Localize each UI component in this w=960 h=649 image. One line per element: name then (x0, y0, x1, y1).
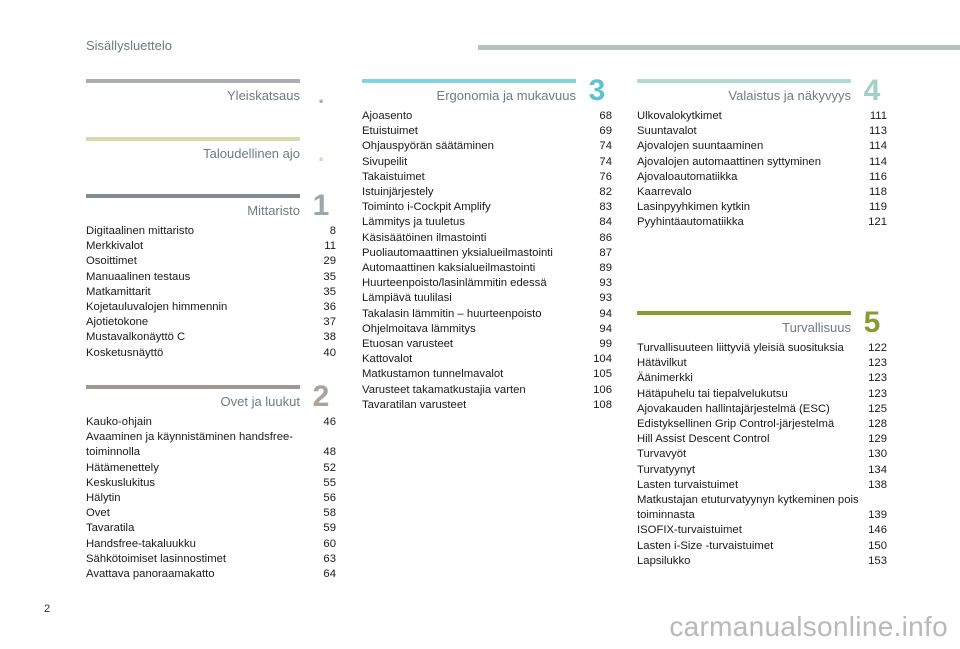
toc-entry-page: 46 (323, 416, 336, 428)
section-bar (86, 385, 300, 389)
toc-entry-page: 130 (868, 448, 887, 461)
toc-entry[interactable] (362, 231, 612, 246)
toc-entry-page: 150 (868, 539, 887, 552)
toc-entry-page: 35 (323, 285, 336, 298)
toc-entry-label: Ajovalojen automaattinen syttyminen (637, 155, 821, 168)
toc-entry-label: Avaaminen ja käynnistäminen handsfree-toiminnolla (86, 431, 294, 459)
toc-entry-label: Lapsilukko (637, 554, 691, 567)
section-mittaristo (86, 189, 336, 359)
toc-entry-page: 129 (868, 433, 887, 446)
toc-list (86, 415, 336, 582)
toc-entry-page: 8 (329, 225, 336, 237)
toc-entry[interactable] (637, 341, 887, 356)
toc-entry-label: Kattovalot (362, 353, 413, 366)
toc-entry[interactable] (637, 417, 887, 432)
toc-entry-page: 128 (868, 418, 887, 431)
toc-entry-page: 93 (599, 277, 612, 290)
toc-entry[interactable] (362, 109, 612, 124)
section-number: . (317, 83, 325, 108)
toc-entry-label: Hill Assist Descent Control (637, 433, 770, 446)
toc-entry-page: 123 (868, 357, 887, 370)
toc-entry[interactable] (86, 330, 336, 345)
toc-entry-page: 60 (323, 537, 336, 550)
toc-entry-page: 99 (599, 338, 612, 351)
toc-entry-page: 68 (599, 110, 612, 122)
toc-entry-label: Lasten i-Size -turvaistuimet (637, 539, 774, 552)
toc-entry[interactable] (86, 346, 336, 361)
toc-entry[interactable] (86, 254, 336, 269)
toc-entry-page: 122 (868, 342, 887, 354)
toc-entry[interactable] (86, 491, 336, 506)
toc-entry-label: Ajovalojen suuntaaminen (637, 140, 764, 153)
toc-entry-label: Hälytin (86, 492, 121, 505)
section-title: Ovet ja luukut (220, 394, 300, 409)
toc-entry-page: 93 (599, 292, 612, 305)
toc-entry-label: Matkustamon tunnelmavalot (362, 368, 504, 381)
toc-entry-label: Pyyhintäautomatiikka (637, 216, 744, 229)
toc-list (637, 341, 887, 569)
toc-entry[interactable] (637, 139, 887, 154)
toc-entry-label: Keskuslukitus (86, 476, 156, 489)
toc-entry[interactable] (86, 430, 336, 460)
toc-entry[interactable] (86, 415, 336, 430)
toc-entry-label: Lämpiävä tuulilasi (362, 292, 452, 305)
toc-entry-label: Varusteet takamatkustajia varten (362, 383, 526, 396)
toc-entry-page: 118 (868, 186, 887, 199)
toc-entry-label: Handsfree-takaluukku (86, 537, 196, 550)
toc-entry[interactable] (362, 398, 612, 413)
page-number: 2 (44, 603, 51, 615)
section-bar (86, 137, 300, 141)
toc-entry[interactable] (362, 139, 612, 154)
toc-entry-label: Avattava panoraamakatto (86, 568, 215, 581)
toc-entry[interactable] (637, 478, 887, 493)
section-number: 4 (863, 74, 881, 107)
toc-entry-page: 119 (868, 201, 887, 214)
toc-entry-label: Kosketusnäyttö (86, 346, 164, 359)
toc-entry-label: Ohjelmoitava lämmitys (362, 322, 476, 335)
toc-entry-page: 11 (324, 240, 336, 253)
toc-entry-page: 86 (599, 231, 612, 244)
section-title: Mittaristo (247, 203, 300, 218)
toc-entry[interactable] (637, 371, 887, 386)
toc-entry[interactable] (637, 215, 887, 230)
section-title: Ergonomia ja mukavuus (436, 88, 576, 103)
toc-entry-label: Lämmitys ja tuuletus (362, 216, 465, 229)
toc-list (637, 109, 887, 231)
toc-entry[interactable] (362, 200, 612, 215)
toc-entry-page: 139 (868, 509, 887, 522)
toc-entry-label: Kaarrevalo (637, 186, 692, 199)
toc-entry-page: 113 (868, 125, 887, 138)
toc-entry[interactable] (362, 170, 612, 185)
toc-entry-page: 84 (599, 216, 612, 229)
toc-entry[interactable] (362, 185, 612, 200)
toc-entry-page: 105 (593, 368, 612, 381)
toc-entry-page: 134 (868, 463, 887, 476)
toc-entry-page: 108 (593, 398, 612, 411)
toc-entry-label: Takaistuimet (362, 170, 425, 183)
section-title: Turvallisuus (782, 320, 851, 335)
toc-entry[interactable] (86, 224, 336, 239)
toc-entry[interactable] (637, 200, 887, 215)
toc-entry[interactable] (86, 285, 336, 300)
section-bar (86, 194, 300, 198)
toc-entry-page: 38 (323, 331, 336, 344)
section-ovet (86, 380, 336, 581)
toc-entry[interactable] (362, 291, 612, 306)
toc-entry[interactable] (637, 493, 887, 523)
section-bar (637, 79, 851, 83)
toc-entry-label: Manuaalinen testaus (86, 270, 191, 283)
section-title: Valaistus ja näkyvyys (728, 88, 851, 103)
toc-entry-label: Ajoasento (362, 110, 413, 122)
toc-entry[interactable] (362, 352, 612, 367)
toc-entry-page: 123 (868, 372, 887, 385)
toc-entry-label: Hätäpuhelu tai tiepalvelukutsu (637, 387, 788, 400)
toc-entry-label: Sivupeilit (362, 155, 408, 168)
section-number: 3 (588, 74, 606, 107)
toc-entry[interactable] (637, 109, 887, 124)
toc-entry-label: Toiminto i-Cockpit Amplify (362, 201, 491, 214)
toc-entry[interactable] (86, 270, 336, 285)
toc-entry[interactable] (86, 537, 336, 552)
toc-entry-label: Istuinjärjestely (362, 186, 434, 199)
toc-entry-label: Lasten turvaistuimet (637, 478, 739, 491)
toc-entry-page: 83 (599, 201, 612, 214)
section-ergonomia (362, 74, 612, 411)
toc-entry[interactable] (86, 567, 336, 582)
toc-entry-page: 37 (323, 316, 336, 329)
toc-entry[interactable] (637, 463, 887, 478)
toc-entry[interactable] (86, 239, 336, 254)
toc-entry-label: Merkkivalot (86, 240, 144, 253)
toc-entry-label: Digitaalinen mittaristo (86, 225, 194, 237)
toc-entry[interactable] (86, 552, 336, 567)
toc-entry[interactable] (637, 356, 887, 371)
toc-entry[interactable] (86, 521, 336, 536)
toc-entry-page: 35 (323, 270, 336, 283)
section-bar (637, 311, 851, 315)
toc-entry-label: Etuistuimet (362, 125, 418, 138)
toc-entry[interactable] (362, 322, 612, 337)
toc-entry-label: Matkamittarit (86, 285, 151, 298)
toc-entry-label: Ohjauspyörän säätäminen (362, 140, 494, 153)
toc-entry-page: 114 (868, 140, 887, 153)
toc-entry[interactable] (637, 447, 887, 462)
toc-entry[interactable] (362, 367, 612, 382)
toc-entry-page: 63 (323, 552, 336, 565)
toc-entry-page: 40 (323, 346, 336, 359)
toc-list (362, 109, 612, 413)
toc-entry-label: Hätävilkut (637, 357, 687, 370)
toc-entry[interactable] (637, 432, 887, 447)
toc-entry[interactable] (637, 387, 887, 402)
toc-entry-page: 106 (593, 383, 612, 396)
toc-entry[interactable] (362, 307, 612, 322)
toc-entry-label: Automaattinen kaksialueilmastointi (362, 262, 536, 275)
section-number: 2 (312, 380, 330, 413)
toc-entry-label: Turvatyynyt (637, 463, 695, 476)
section-valaistus (637, 74, 887, 229)
section-turvallisuus (637, 306, 887, 567)
toc-entry-label: Ulkovalokytkimet (637, 110, 722, 122)
toc-entry[interactable] (362, 337, 612, 352)
toc-entry-page: 87 (599, 246, 612, 259)
toc-entry[interactable] (637, 539, 887, 554)
toc-entry-page: 121 (868, 216, 887, 229)
toc-entry[interactable] (637, 402, 887, 417)
toc-entry[interactable] (86, 476, 336, 491)
toc-entry-page: 52 (323, 461, 336, 474)
toc-entry-page: 59 (323, 522, 336, 535)
toc-entry-page: 56 (323, 492, 336, 505)
toc-entry[interactable] (637, 185, 887, 200)
toc-entry-label: Mustavalkonäyttö C (86, 331, 186, 344)
toc-entry-page: 64 (323, 568, 336, 581)
toc-entry[interactable] (362, 246, 612, 261)
toc-entry-label: Kojetauluvalojen himmennin (86, 301, 228, 314)
toc-entry[interactable] (362, 155, 612, 170)
toc-entry-label: Hätämenettely (86, 461, 159, 474)
header-bar (478, 45, 960, 50)
toc-entry-page: 74 (599, 155, 612, 168)
toc-entry-page: 94 (599, 322, 612, 335)
toc-entry-page: 89 (599, 262, 612, 275)
toc-entry-page: 36 (323, 301, 336, 314)
toc-entry-page: 116 (868, 170, 887, 183)
toc-entry[interactable] (637, 523, 887, 538)
toc-entry-page: 69 (599, 125, 612, 138)
toc-entry[interactable] (362, 383, 612, 398)
toc-entry-label: Etuosan varusteet (362, 338, 454, 351)
toc-entry-label: Äänimerkki (637, 372, 693, 385)
toc-entry-label: Puoliautomaattinen yksialueilmastointi (362, 246, 553, 259)
toc-entry-label: Turvallisuuteen liittyviä yleisiä suosituksia (637, 342, 844, 354)
section-title: Taloudellinen ajo (203, 146, 300, 161)
section-number: 1 (312, 189, 330, 222)
toc-entry-page: 104 (593, 353, 612, 366)
toc-entry-label: Osoittimet (86, 255, 137, 268)
toc-list (86, 224, 336, 361)
toc-entry-label: Tavaratilan varusteet (362, 398, 467, 411)
watermark: carmanualsonline.info (669, 611, 948, 642)
toc-entry-page: 76 (599, 170, 612, 183)
section-number: . (317, 141, 325, 166)
toc-entry[interactable] (362, 276, 612, 291)
toc-entry-page: 55 (323, 476, 336, 489)
toc-entry-label: Käsisäätöinen ilmastointi (362, 231, 487, 244)
toc-entry[interactable] (86, 315, 336, 330)
toc-entry-label: Ajovakauden hallintajärjestelmä (ESC) (637, 402, 830, 415)
toc-entry[interactable] (362, 215, 612, 230)
toc-entry-page: 48 (323, 446, 336, 459)
section-bar (362, 79, 576, 83)
toc-entry-page: 94 (599, 307, 612, 320)
toc-entry[interactable] (637, 124, 887, 139)
toc-entry-label: Takalasin lämmitin – huurteenpoisto (362, 307, 542, 320)
toc-entry[interactable] (637, 170, 887, 185)
toc-entry[interactable] (362, 124, 612, 139)
toc-entry[interactable] (362, 261, 612, 276)
toc-entry-label: Ajovaloautomatiikka (637, 170, 738, 183)
section-yleiskatsaus (86, 79, 336, 108)
toc-entry-label: Suuntavalot (637, 125, 697, 138)
toc-entry-page: 58 (323, 507, 336, 520)
toc-entry[interactable] (86, 506, 336, 521)
section-taloudellinen (86, 137, 336, 166)
toc-entry-label: Ovet (86, 507, 110, 520)
toc-entry[interactable] (637, 155, 887, 170)
toc-entry-label: Lasinpyyhkimen kytkin (637, 201, 751, 214)
toc-entry-page: 114 (868, 155, 887, 168)
toc-entry-page: 29 (323, 255, 336, 268)
page-header-title: Sisällysluettelo (86, 38, 172, 53)
toc-entry-label: Huurteenpoisto/lasinlämmitin edessä (362, 277, 547, 290)
toc-entry-label: Kauko-ohjain (86, 416, 152, 428)
toc-entry-page: 146 (868, 524, 887, 537)
toc-entry-label: Matkustajan etuturvatyynyn kytkeminen pois toiminnasta (637, 494, 859, 522)
toc-entry-page: 125 (868, 402, 887, 415)
toc-entry[interactable] (86, 461, 336, 476)
toc-entry-label: Edistyksellinen Grip Control-järjestelmä (637, 418, 835, 431)
toc-entry-label: Turvavyöt (637, 448, 687, 461)
section-title: Yleiskatsaus (227, 88, 300, 103)
toc-entry-page: 153 (868, 554, 887, 567)
toc-entry-label: Tavaratila (86, 522, 135, 535)
toc-entry[interactable] (86, 300, 336, 315)
section-bar (86, 79, 300, 83)
toc-entry-label: ISOFIX-turvaistuimet (637, 524, 742, 537)
toc-entry-label: Sähkötoimiset lasinnostimet (86, 552, 227, 565)
section-number: 5 (863, 306, 881, 339)
toc-entry-page: 74 (599, 140, 612, 153)
toc-entry-page: 123 (868, 387, 887, 400)
toc-entry-page: 138 (868, 478, 887, 491)
toc-entry[interactable] (637, 554, 887, 569)
toc-entry-page: 82 (599, 186, 612, 199)
toc-entry-page: 111 (869, 110, 887, 122)
toc-entry-label: Ajotietokone (86, 316, 149, 329)
